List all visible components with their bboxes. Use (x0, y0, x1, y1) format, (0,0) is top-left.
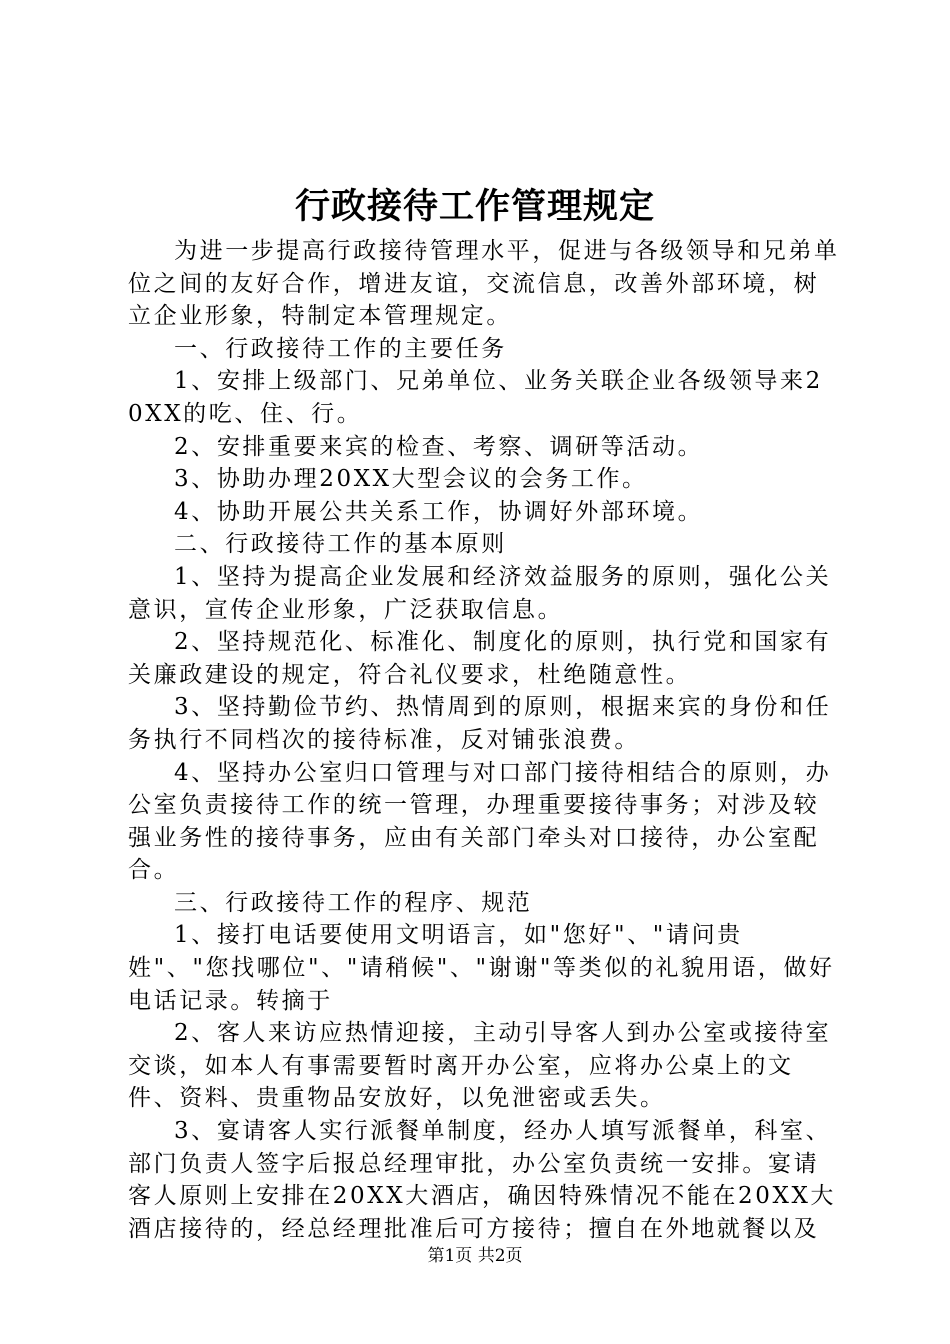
paragraph-principle-4: 4、坚持办公室归口管理与对口部门接待相结合的原则，办公室负责接待工作的统一管理，办理重要接待事务；对涉及较强业务性的接待事务，应由有关部门牵头对口接待，办公室配合。 (128, 759, 832, 884)
paragraph-task-3: 3、协助办理20XX大型会议的会务工作。 (174, 466, 648, 493)
paragraph-intro: 为进一步提高行政接待管理水平，促进与各级领导和兄弟单位之间的友好合作，增进友谊，交流信息，改善外部环境，树立企业形象，特制定本管理规定。 (128, 238, 840, 330)
paragraph-procedure-3: 3、宴请客人实行派餐单制度，经办人填写派餐单，科室、部门负责人签字后报总经理审批，办公室负责统一安排。宴请客人原则上安排在20XX大酒店，确因特殊情况不能在20XX大酒店接待的，经总经理批准后可方接待；擅自在外地就餐以及 (128, 1118, 837, 1242)
document-body (128, 235, 840, 1245)
paragraph-procedure-2: 2、客人来访应热情迎接，主动引导客人到办公室或接待室交谈，如本人有事需要暂时离开办公室，应将办公桌上的文件、资料、贵重物品安放好，以免泄密或丢失。 (128, 1020, 832, 1112)
section-heading-1: 一、行政接待工作的主要任务 (174, 335, 507, 362)
paragraph-principle-3: 3、坚持勤俭节约、热情周到的原则，根据来宾的身份和任务执行不同档次的接待标准，反对铺张浪费。 (128, 694, 832, 753)
paragraph-principle-2: 2、坚持规范化、标准化、制度化的原则，执行党和国家有关廉政建设的规定，符合礼仪要求，杜绝随意性。 (128, 629, 832, 688)
paragraph-task-2: 2、安排重要来宾的检查、考察、调研等活动。 (174, 433, 704, 460)
document-title: 行政接待工作管理规定 (294, 186, 655, 227)
paragraph-task-4: 4、协助开展公共关系工作，协调好外部环境。 (174, 498, 704, 525)
page-footer: 第1页 共2页 (427, 1246, 523, 1266)
paragraph-principle-1: 1、坚持为提高企业发展和经济效益服务的原则，强化公关意识，宣传企业形象，广泛获取信息。 (128, 563, 832, 623)
section-heading-3: 三、行政接待工作的程序、规范 (174, 889, 533, 916)
paragraph-procedure-1: 1、接打电话要使用文明语言，如"您好"、"请问贵姓"、"您找哪位"、"请稍候"、"谢谢"等类似的礼貌用语，做好电话记录。转摘于 (128, 922, 835, 1014)
paragraph-task-1: 1、安排上级部门、兄弟单位、业务关联企业各级领导来20XX的吃、住、行。 (128, 368, 823, 427)
section-heading-2: 二、行政接待工作的基本原则 (174, 531, 507, 558)
